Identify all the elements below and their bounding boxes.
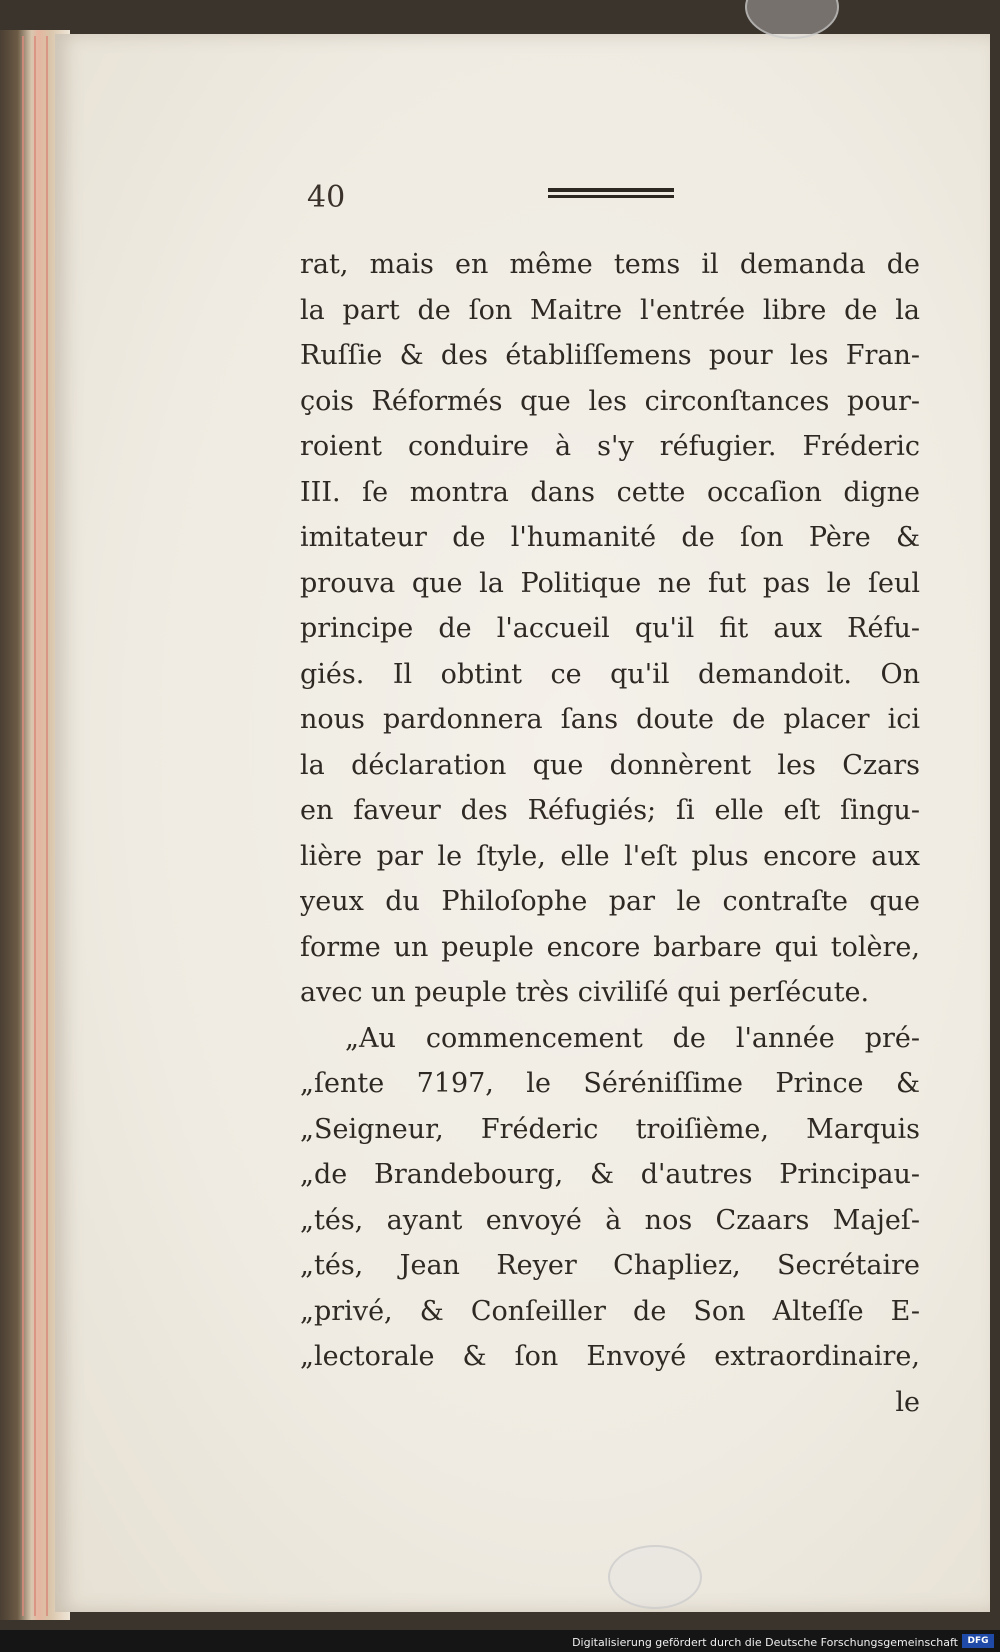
dfg-logo: DFG	[962, 1634, 994, 1648]
text-line: rat, mais en même tems il demanda de	[300, 249, 920, 280]
text-line: la déclaration que donnèrent les Czars	[300, 749, 920, 781]
text-line: „Seigneur, Fréderic troiſième, Marquis	[300, 1113, 920, 1145]
text-line: nous pardonnera ſans doute de placer ici	[300, 704, 920, 735]
text-line: roient conduire à s'y réfugier. Fréderic	[300, 431, 920, 462]
text-line: imitateur de l'humanité de ſon Père &	[300, 522, 920, 553]
text-line: la part de ſon Maitre l'entrée libre de la	[300, 294, 920, 326]
header-rule	[548, 188, 674, 200]
page-clip-bottom	[608, 1545, 702, 1609]
text-line: principe de l'accueil qu'il fit aux Réfu-	[300, 613, 920, 644]
page-number: 40	[307, 180, 346, 215]
text-line: „de Brandebourg, & d'autres Principau-	[300, 1159, 920, 1190]
footer-bar	[0, 1630, 1000, 1652]
text-line: „lectorale & ſon Envoyé extraordinaire,	[300, 1341, 920, 1372]
text-line: lière par le ſtyle, elle l'eſt plus encore aux	[300, 840, 920, 872]
page-edge-line	[22, 36, 24, 1616]
text-line: avec un peuple très civiliſé qui perſécute.	[300, 977, 870, 1008]
text-line: yeux du Philoſophe par le contraſte que	[300, 886, 920, 917]
text-line: III. ſe montra dans cette occaſion digne	[300, 476, 920, 508]
text-line: çois Réformés que les circonſtances pour-	[300, 385, 920, 417]
catchword: le	[895, 1386, 920, 1418]
text-line: „tés, ayant envoyé à nos Czaars Majeſ-	[300, 1204, 920, 1236]
text-line: Ruſſie & des établiſſemens pour les Fran-	[300, 340, 920, 371]
text-line: prouva que la Politique ne fut pas le ſeul	[300, 567, 920, 599]
text-line: „tés, Jean Reyer Chapliez, Secrétaire	[300, 1250, 920, 1281]
text-line: „Au commencement de l'année pré-	[345, 1022, 920, 1054]
text-line: en faveur des Réfugiés; ſi elle eſt ſingu-	[300, 795, 920, 826]
page-edge-line	[34, 36, 36, 1616]
text-line: giés. Il obtint ce qu'il demandoit. On	[300, 658, 920, 690]
text-line: „ſente 7197, le Séréniſſime Prince &	[300, 1068, 920, 1099]
page-edge-line	[46, 36, 48, 1616]
text-line: „privé, & Conſeiller de Son Alteſſe E-	[300, 1295, 920, 1327]
text-line: forme un peuple encore barbare qui tolère,	[300, 931, 920, 963]
body-text	[300, 242, 920, 1425]
footer-note: Digitalisierung gefördert durch die Deutsche Forschungsgemeinschaft	[572, 1636, 958, 1649]
